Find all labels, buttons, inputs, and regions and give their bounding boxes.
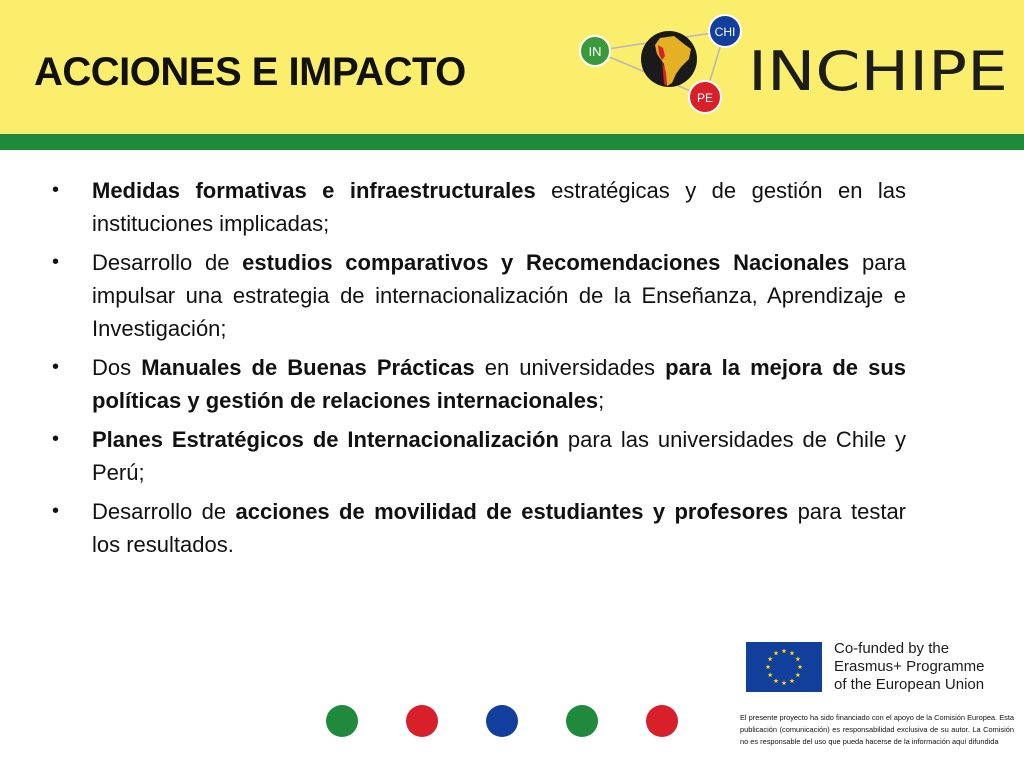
slide-title: ACCIONES E IMPACTO <box>34 50 466 94</box>
inchipe-logo <box>578 14 1010 118</box>
bullet-dot-icon: • <box>52 356 60 378</box>
bullet-bold-text: acciones de movilidad de estudiantes y profesores <box>235 499 789 524</box>
bullet-text: ; <box>598 388 605 413</box>
circle-blue-icon <box>486 705 518 737</box>
bullet-item <box>50 174 906 240</box>
bullet-bold-text: para la mejora de sus políticas y gestión de relaciones internacionales <box>92 355 906 413</box>
bullet-text: Desarrollo de <box>92 250 243 275</box>
bullet-text: Desarrollo de <box>92 499 236 524</box>
node-pe-label: PE <box>696 91 714 105</box>
bullet-bold-text: Medidas formativas e infraestructurales <box>92 178 536 203</box>
eu-disclaimer: El presente proyecto ha sido financiado con el apoyo de la Comisión Europea. Esta publicación (comunicación) es responsabilidad exclusiva de su autor. La Comisión no es responsable del uso que pueda hacerse de la información aquí difundida <box>740 713 1014 746</box>
bullet-text: Dos <box>92 355 142 380</box>
circle-red-icon <box>406 705 438 737</box>
bullet-text: estratégicas y de gestión en las instituciones implicadas; <box>92 178 907 236</box>
bullet-dot-icon: • <box>52 428 60 450</box>
node-in-label: IN <box>588 44 602 59</box>
eu-line-1: Co-funded by the <box>834 640 950 657</box>
header-green-stripe <box>0 134 1024 150</box>
inchipe-network-logo-icon <box>580 15 741 113</box>
eu-line-2: Erasmus+ Programme <box>834 658 985 675</box>
bullet-text: en universidades <box>474 355 666 380</box>
bullet-text: para impulsar una estrategia de internacionalización de la Enseñanza, Aprendizaje e Investigación; <box>92 250 906 341</box>
bullet-bold-text: Planes Estratégicos de Internacionalización <box>92 427 559 452</box>
eu-flag-icon <box>746 642 822 692</box>
bullet-dot-icon: • <box>52 251 60 273</box>
node-chi-label: CHI <box>714 25 736 39</box>
bullet-bold-text: estudios comparativos y Recomendaciones Nacionales <box>242 250 850 275</box>
erasmus-cofunded-text <box>834 640 1014 694</box>
bullet-dot-icon: • <box>52 179 60 201</box>
bullet-list <box>50 174 906 567</box>
bullet-dot-icon: • <box>52 500 60 522</box>
bullet-item <box>50 246 906 345</box>
bullet-item <box>50 495 906 561</box>
bullet-item <box>50 423 906 489</box>
bullet-text: para testar los resultados. <box>92 499 907 557</box>
bullet-bold-text: Manuales de Buenas Prácticas <box>141 355 475 380</box>
circle-green-icon <box>326 705 358 737</box>
decorative-dot-row <box>326 705 686 739</box>
circle-green-icon <box>566 705 598 737</box>
circle-red-icon <box>646 705 678 737</box>
bullet-text: para las universidades de Chile y Perú; <box>92 427 906 485</box>
bullet-item <box>50 351 906 417</box>
eu-line-3: of the European Union <box>834 676 985 693</box>
logo-wordmark: INCHIPE <box>748 40 1008 103</box>
